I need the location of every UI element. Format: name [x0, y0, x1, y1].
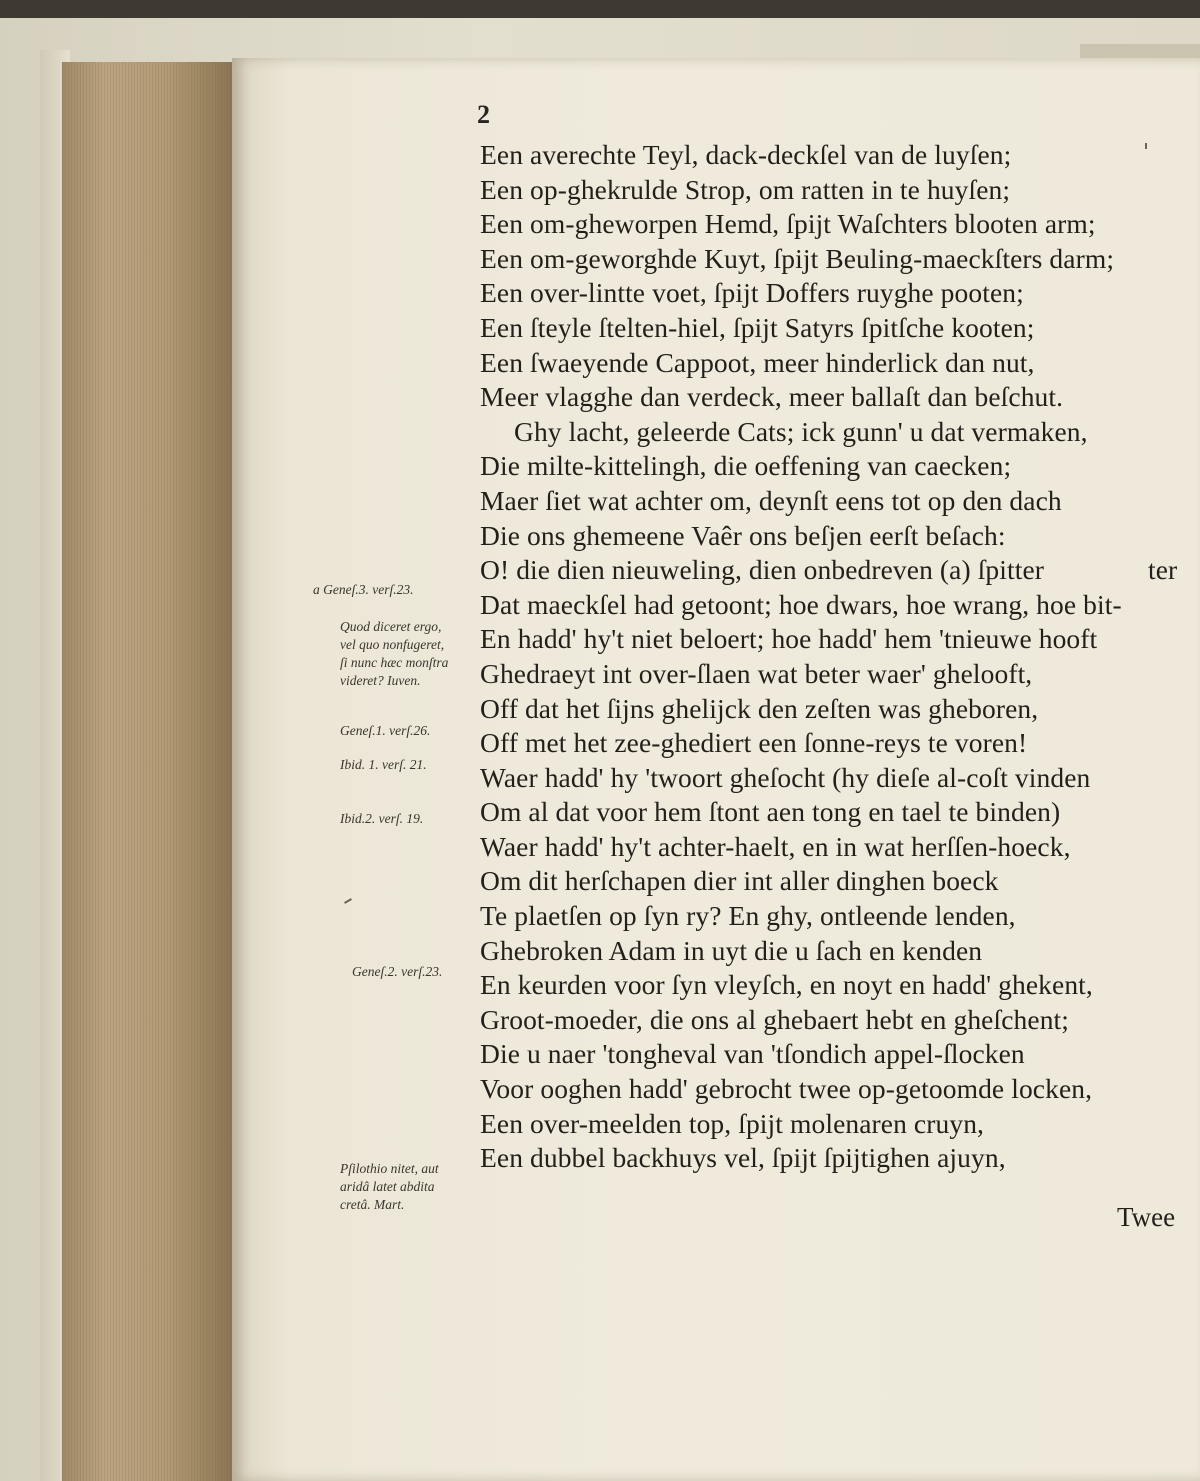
- marginal-note: ſi nunc hæc monſtra: [340, 655, 449, 670]
- verse-line: Een dubbel backhuys vel, ſpijt ſpijtighen ajuyn,: [480, 1142, 1006, 1174]
- verse-line-with-catch: [480, 553, 1195, 588]
- verse-line: En keurden voor ſyn vleyſch, en noyt en hadd' ghekent,: [480, 969, 1093, 1001]
- verse-line: Te plaetſen op ſyn ry? En ghy, ontleende lenden,: [480, 900, 1016, 932]
- verse-line: Voor ooghen hadd' gebrocht twee op-getoomde locken,: [480, 1073, 1093, 1105]
- verse-line: Die ons ghemeene Vaêr ons beſjen eerſt beſach:: [480, 519, 1006, 551]
- verse-line: Een over-lintte voet, ſpijt Doffers ruyghe pooten;: [480, 277, 1024, 309]
- verse-line: Een om-gheworpen Hemd, ſpijt Waſchters blooten arm;: [480, 208, 1096, 240]
- marginal-note: a Geneſ.3. verſ.23.: [313, 582, 414, 597]
- verse-line: Die u naer 'tongheval van 'tſondich appel-ſlocken: [480, 1038, 1025, 1070]
- marginal-note: Quod diceret ergo,: [340, 619, 442, 634]
- verse-line: En hadd' hy't niet beloert; hoe hadd' hem 'tnieuwe hooft: [480, 623, 1098, 655]
- verse-line: Een op-ghekrulde Strop, om ratten in te huyſen;: [480, 173, 1011, 205]
- verse-line: Meer vlagghe dan verdeck, meer ballaſt dan beſchut.: [480, 381, 1064, 413]
- line-end-word: ter: [1148, 554, 1178, 586]
- marginal-note: Ibid.2. verſ. 19.: [340, 811, 424, 826]
- marginal-note: Ibid. 1. verſ. 21.: [340, 757, 427, 772]
- verse-line: Om dit herſchapen dier int aller dinghen boeck: [480, 865, 999, 897]
- page-number: 2: [477, 100, 490, 129]
- marginal-note: Pſilothio nitet, aut: [340, 1161, 439, 1176]
- verse-line: Die milte-kittelingh, die oeffening van caecken;: [480, 450, 1012, 482]
- marginal-note: cretâ. Mart.: [340, 1197, 405, 1212]
- marginal-note: Geneſ.1. verſ.26.: [340, 723, 431, 738]
- catchword: Twee: [1117, 1202, 1176, 1232]
- verse-line: Een averechte Teyl, dack-deckſel van de luyſen;: [480, 139, 1012, 170]
- verse-line: Een ſteyle ſtelten-hiel, ſpijt Satyrs ſpitſche kooten;: [480, 311, 1035, 343]
- verse-line: Dat maeckſel had getoont; hoe dwars, hoe wrang, hoe bit-: [480, 588, 1122, 620]
- verse-text: [480, 138, 1195, 1176]
- verse-line: Off met het zee-ghediert een ſonne-reys te voren!: [480, 727, 1028, 759]
- verse-line: Waer hadd' hy't achter-haelt, en in wat herſſen-hoeck,: [480, 830, 1071, 862]
- verse-line: Ghebroken Adam in uyt die u ſach en kenden: [480, 934, 983, 966]
- marginal-note: videret? Iuven.: [340, 673, 421, 688]
- verse-line: Off dat het ſijns ghelijck den zeſten was gheboren,: [480, 692, 1039, 724]
- verse-line: Een ſwaeyende Cappoot, meer hinderlick dan nut,: [480, 346, 1035, 378]
- verse-line: Ghy lacht, geleerde Cats; ick gunn' u dat vermaken,: [514, 415, 1088, 447]
- verse-line: Een om-geworghde Kuyt, ſpijt Beuling-maeckſters darm;: [480, 242, 1115, 274]
- marginal-note: aridâ latet abdita: [340, 1179, 435, 1194]
- marginal-note: Geneſ.2. verſ.23.: [352, 964, 443, 979]
- verse-line: Een over-meelden top, ſpijt molenaren cruyn,: [480, 1107, 985, 1139]
- verse-line: Waer hadd' hy 'twoort gheſocht (hy dieſe al-coſt vinden: [480, 761, 1091, 793]
- verse-line: Om al dat voor hem ſtont aen tong en tael te binden): [480, 796, 1061, 828]
- ink-speck: [1145, 143, 1147, 149]
- marginal-note: vel quo nonfugeret,: [340, 637, 445, 652]
- verse-line: Ghedraeyt int over-ſlaen wat beter waer' ghelooft,: [480, 657, 1033, 689]
- verse-line: Maer ſiet wat achter om, deynſt eens tot op den dach: [480, 484, 1062, 516]
- verse-line: O! die dien nieuweling, dien onbedreven (a) ſpitter: [480, 554, 1045, 586]
- page-block-edge: [62, 62, 234, 1481]
- verse-line: Groot-moeder, die ons al ghebaert hebt en gheſchent;: [480, 1003, 1070, 1035]
